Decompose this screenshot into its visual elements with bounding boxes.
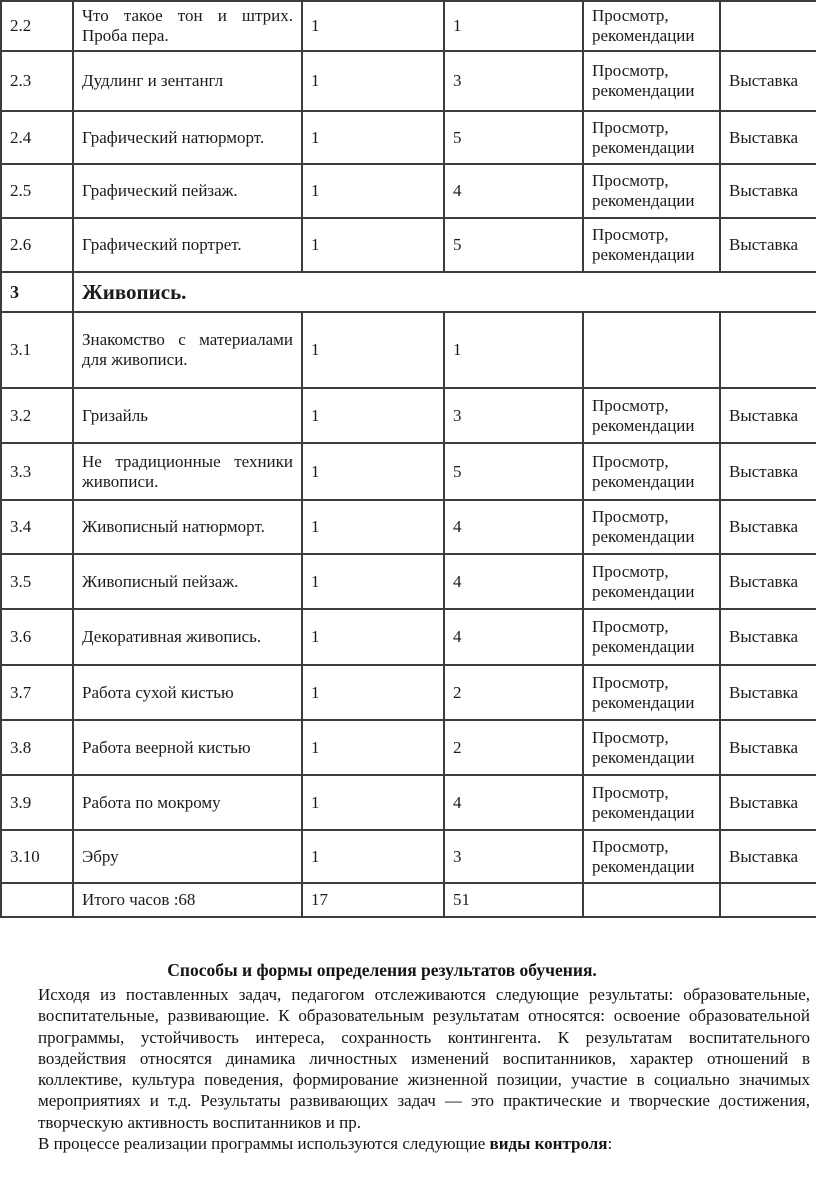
cell-theory-hours: 1 <box>302 720 444 775</box>
table-row <box>1 164 816 218</box>
cell-topic: Живописный пейзаж. <box>73 554 302 609</box>
cell-result-form: Выставка <box>720 388 816 443</box>
table-row <box>1 609 816 665</box>
cell-number: 3.1 <box>1 312 73 388</box>
cell-control-form: Просмотр, рекомендации <box>583 665 720 720</box>
cell-topic: Что такое тон и штрих. Проба пера. <box>73 1 302 51</box>
cell-topic: Эбру <box>73 830 302 883</box>
cell-result-form <box>720 312 816 388</box>
cell-topic: Не традиционные техники живописи. <box>73 443 302 500</box>
cell-topic: Графический пейзаж. <box>73 164 302 218</box>
cell-topic: Живописный натюрморт. <box>73 500 302 554</box>
cell-number: 2.2 <box>1 1 73 51</box>
cell-number: 2.3 <box>1 51 73 111</box>
cell-theory-hours: 1 <box>302 554 444 609</box>
total-row <box>1 883 816 917</box>
table-row <box>1 720 816 775</box>
cell-control-form <box>583 312 720 388</box>
cell-theory-hours: 1 <box>302 1 444 51</box>
cell-control-form: Просмотр, рекомендации <box>583 775 720 830</box>
paragraph-control-prefix: В процессе реализации программы используются следующие <box>38 1134 490 1154</box>
paragraph-results: Исходя из поставленных задач, педагогом отслеживаются следующие результаты: образовательные, воспитательные, развивающие. К образовательным результатам относятся: освоение образовательной программы, устойчивость интереса, сохранность контингента. К результатам воспитательного воздействия относятся динамика личностных изменений воспитанников, характер отношений в коллективе, культура поведения, формирование жизненной позиции, участие в социально значимых мероприятиях и т.д. Результаты развивающих задач — это практические и творческие достижения, творческую активность воспитанников и пр. <box>38 985 810 1132</box>
cell-total-theory: 17 <box>302 883 444 917</box>
cell-control-form: Просмотр, рекомендации <box>583 609 720 665</box>
cell-practice-hours: 1 <box>444 1 583 51</box>
cell-number: 3.8 <box>1 720 73 775</box>
cell-topic: Работа веерной кистью <box>73 720 302 775</box>
cell-control-form: Просмотр, рекомендации <box>583 1 720 51</box>
cell-number: 2.4 <box>1 111 73 164</box>
cell-control-form: Просмотр, рекомендации <box>583 388 720 443</box>
cell-practice-hours: 4 <box>444 775 583 830</box>
table-row <box>1 388 816 443</box>
cell-number: 3.7 <box>1 665 73 720</box>
cell-topic: Работа по мокрому <box>73 775 302 830</box>
cell-total-form <box>720 883 816 917</box>
cell-section-title: Живопись. <box>73 272 816 312</box>
cell-control-form: Просмотр, рекомендации <box>583 830 720 883</box>
cell-result-form: Выставка <box>720 443 816 500</box>
cell-number: 3.2 <box>1 388 73 443</box>
table-row <box>1 111 816 164</box>
paragraph-control-bold: виды контроля <box>489 1134 608 1154</box>
cell-theory-hours: 1 <box>302 830 444 883</box>
cell-result-form: Выставка <box>720 218 816 272</box>
cell-practice-hours: 4 <box>444 554 583 609</box>
table-row <box>1 665 816 720</box>
cell-control-form: Просмотр, рекомендации <box>583 111 720 164</box>
cell-number: 3.5 <box>1 554 73 609</box>
cell-theory-hours: 1 <box>302 111 444 164</box>
cell-practice-hours: 5 <box>444 111 583 164</box>
cell-practice-hours: 5 <box>444 218 583 272</box>
table-row <box>1 500 816 554</box>
cell-result-form: Выставка <box>720 51 816 111</box>
cell-control-form: Просмотр, рекомендации <box>583 164 720 218</box>
cell-topic: Графический портрет. <box>73 218 302 272</box>
cell-practice-hours: 1 <box>444 312 583 388</box>
cell-practice-hours: 3 <box>444 388 583 443</box>
cell-control-form: Просмотр, рекомендации <box>583 51 720 111</box>
cell-total-empty <box>1 883 73 917</box>
cell-section-number: 3 <box>1 272 73 312</box>
cell-result-form: Выставка <box>720 500 816 554</box>
cell-control-form: Просмотр, рекомендации <box>583 720 720 775</box>
cell-number: 2.6 <box>1 218 73 272</box>
table-row <box>1 830 816 883</box>
cell-number: 3.9 <box>1 775 73 830</box>
cell-number: 3.4 <box>1 500 73 554</box>
cell-control-form: Просмотр, рекомендации <box>583 554 720 609</box>
cell-topic: Работа сухой кистью <box>73 665 302 720</box>
table-row <box>1 775 816 830</box>
table-row <box>1 554 816 609</box>
cell-topic: Дудлинг и зентангл <box>73 51 302 111</box>
cell-theory-hours: 1 <box>302 388 444 443</box>
section-header-row <box>1 272 816 312</box>
cell-result-form <box>720 1 816 51</box>
cell-number: 3.3 <box>1 443 73 500</box>
cell-total-label: Итого часов :68 <box>73 883 302 917</box>
cell-result-form: Выставка <box>720 830 816 883</box>
cell-control-form: Просмотр, рекомендации <box>583 500 720 554</box>
cell-topic: Знакомство с материалами для живописи. <box>73 312 302 388</box>
cell-result-form: Выставка <box>720 111 816 164</box>
table-row <box>1 312 816 388</box>
cell-result-form: Выставка <box>720 720 816 775</box>
cell-theory-hours: 1 <box>302 775 444 830</box>
cell-topic: Декоративная живопись. <box>73 609 302 665</box>
cell-theory-hours: 1 <box>302 164 444 218</box>
cell-number: 3.10 <box>1 830 73 883</box>
table-row <box>1 1 816 51</box>
cell-topic: Гризайль <box>73 388 302 443</box>
cell-result-form: Выставка <box>720 665 816 720</box>
cell-theory-hours: 1 <box>302 609 444 665</box>
cell-practice-hours: 5 <box>444 443 583 500</box>
cell-total-practice: 51 <box>444 883 583 917</box>
cell-practice-hours: 4 <box>444 164 583 218</box>
paragraph-control-types <box>38 1133 810 1154</box>
cell-practice-hours: 3 <box>444 830 583 883</box>
cell-theory-hours: 1 <box>302 443 444 500</box>
table-row <box>1 443 816 500</box>
cell-practice-hours: 2 <box>444 720 583 775</box>
cell-result-form: Выставка <box>720 775 816 830</box>
cell-result-form: Выставка <box>720 164 816 218</box>
cell-topic: Графический натюрморт. <box>73 111 302 164</box>
cell-control-form: Просмотр, рекомендации <box>583 218 720 272</box>
cell-practice-hours: 4 <box>444 500 583 554</box>
section-heading: Способы и формы определения результатов обучения. <box>167 960 597 980</box>
cell-theory-hours: 1 <box>302 51 444 111</box>
cell-practice-hours: 2 <box>444 665 583 720</box>
cell-total-control <box>583 883 720 917</box>
cell-theory-hours: 1 <box>302 218 444 272</box>
cell-control-form: Просмотр, рекомендации <box>583 443 720 500</box>
paragraph-control-suffix: : <box>607 1134 613 1154</box>
results-text-block <box>0 960 816 1154</box>
table-row <box>1 218 816 272</box>
cell-result-form: Выставка <box>720 609 816 665</box>
cell-number: 2.5 <box>1 164 73 218</box>
cell-number: 3.6 <box>1 609 73 665</box>
cell-practice-hours: 4 <box>444 609 583 665</box>
cell-theory-hours: 1 <box>302 665 444 720</box>
cell-result-form: Выставка <box>720 554 816 609</box>
cell-theory-hours: 1 <box>302 312 444 388</box>
table-row <box>1 51 816 111</box>
cell-practice-hours: 3 <box>444 51 583 111</box>
cell-theory-hours: 1 <box>302 500 444 554</box>
